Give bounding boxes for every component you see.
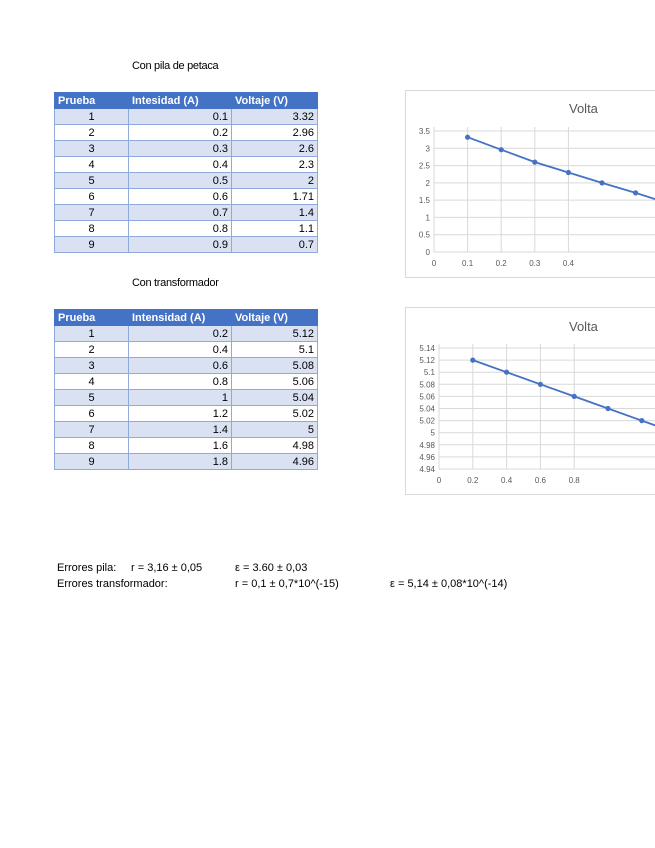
errores-transformador-label: Errores transformador: bbox=[57, 578, 168, 590]
y-tick-label: 5.14 bbox=[419, 344, 435, 353]
errores-pila-e: ε = 3.60 ± 0,03 bbox=[235, 562, 308, 574]
data-point bbox=[499, 147, 504, 152]
data-point bbox=[504, 370, 509, 375]
cell-voltaje: 2.6 bbox=[232, 141, 318, 157]
cell-prueba: 2 bbox=[55, 342, 129, 358]
y-tick-label: 1.5 bbox=[418, 196, 430, 206]
header-voltaje: Voltaje (V) bbox=[232, 310, 318, 326]
y-tick-label: 5.02 bbox=[419, 416, 435, 426]
cell-voltaje: 3.32 bbox=[232, 109, 318, 125]
errores-pila-label: Errores pila: bbox=[57, 562, 117, 574]
y-tick-label: 2.5 bbox=[418, 161, 430, 171]
cell-voltaje: 5.1 bbox=[232, 342, 318, 358]
y-tick-label: 5.06 bbox=[419, 392, 435, 402]
cell-voltaje: 5.02 bbox=[232, 406, 318, 422]
x-tick-label: 0.8 bbox=[568, 476, 580, 485]
y-tick-label: 5.08 bbox=[419, 380, 435, 390]
chart-pila-svg bbox=[406, 91, 655, 277]
section-title-pila: Con pila de petaca bbox=[132, 60, 219, 72]
cell-prueba: 1 bbox=[55, 326, 129, 342]
table-row bbox=[55, 454, 318, 470]
table-row bbox=[55, 109, 318, 125]
cell-prueba: 4 bbox=[55, 157, 129, 173]
x-tick-label: 0.1 bbox=[462, 259, 474, 268]
cell-intensidad: 0.6 bbox=[129, 189, 232, 205]
table-row bbox=[55, 221, 318, 237]
y-tick-label: 5.04 bbox=[419, 404, 435, 414]
table-row bbox=[55, 141, 318, 157]
x-tick-label: 0.2 bbox=[467, 476, 479, 485]
table-row bbox=[55, 173, 318, 189]
y-tick-label: 0.5 bbox=[418, 230, 430, 240]
table-row bbox=[55, 326, 318, 342]
data-point bbox=[633, 190, 638, 195]
y-tick-label: 3.5 bbox=[418, 127, 430, 136]
cell-prueba: 5 bbox=[55, 390, 129, 406]
table-row bbox=[55, 342, 318, 358]
cell-intensidad: 1 bbox=[129, 390, 232, 406]
cell-intensidad: 1.4 bbox=[129, 422, 232, 438]
table-row bbox=[55, 438, 318, 454]
cell-voltaje: 0.7 bbox=[232, 237, 318, 253]
table-header-row bbox=[55, 93, 318, 109]
cell-prueba: 1 bbox=[55, 109, 129, 125]
cell-voltaje: 1.1 bbox=[232, 221, 318, 237]
table-row bbox=[55, 422, 318, 438]
errores-pila-r: r = 3,16 ± 0,05 bbox=[131, 562, 203, 574]
data-point bbox=[532, 160, 537, 165]
data-point bbox=[470, 358, 475, 363]
cell-voltaje: 2.96 bbox=[232, 125, 318, 141]
y-tick-label: 4.98 bbox=[419, 440, 435, 450]
cell-intensidad: 0.8 bbox=[129, 374, 232, 390]
y-tick-label: 1 bbox=[425, 213, 430, 223]
chart-title: Volta bbox=[569, 101, 598, 116]
cell-voltaje: 1.71 bbox=[232, 189, 318, 205]
chart-transformador bbox=[405, 307, 655, 495]
cell-prueba: 6 bbox=[55, 406, 129, 422]
cell-intensidad: 1.6 bbox=[129, 438, 232, 454]
cell-prueba: 7 bbox=[55, 422, 129, 438]
errores-transformador-e: ε = 5,14 ± 0,08*10^(-14) bbox=[390, 578, 508, 590]
x-tick-label: 0 bbox=[436, 476, 442, 485]
x-tick-label: 0.3 bbox=[529, 259, 541, 268]
cell-voltaje: 2.3 bbox=[232, 157, 318, 173]
cell-intensidad: 0.1 bbox=[129, 109, 232, 125]
y-tick-label: 5.1 bbox=[423, 368, 435, 378]
cell-intensidad: 0.4 bbox=[129, 157, 232, 173]
cell-prueba: 8 bbox=[55, 438, 129, 454]
cell-prueba: 4 bbox=[55, 374, 129, 390]
cell-voltaje: 5.12 bbox=[232, 326, 318, 342]
data-point bbox=[572, 394, 577, 399]
table-row bbox=[55, 374, 318, 390]
cell-prueba: 3 bbox=[55, 141, 129, 157]
cell-prueba: 3 bbox=[55, 358, 129, 374]
data-point bbox=[639, 418, 644, 423]
chart-pila bbox=[405, 90, 655, 278]
cell-intensidad: 0.7 bbox=[129, 205, 232, 221]
cell-prueba: 6 bbox=[55, 189, 129, 205]
cell-prueba: 9 bbox=[55, 237, 129, 253]
chart-transformador-svg bbox=[406, 308, 655, 494]
data-point bbox=[605, 406, 610, 411]
data-point bbox=[538, 382, 543, 387]
cell-intensidad: 0.4 bbox=[129, 342, 232, 358]
cell-intensidad: 0.8 bbox=[129, 221, 232, 237]
x-tick-label: 0.6 bbox=[534, 476, 546, 485]
header-intensidad: Intensidad (A) bbox=[129, 310, 232, 326]
cell-voltaje: 5.06 bbox=[232, 374, 318, 390]
y-tick-label: 2 bbox=[425, 178, 430, 188]
cell-intensidad: 0.2 bbox=[129, 326, 232, 342]
section-title-transformador: Con transformador bbox=[132, 277, 219, 289]
cell-intensidad: 0.5 bbox=[129, 173, 232, 189]
cell-intensidad: 0.2 bbox=[129, 125, 232, 141]
table-row bbox=[55, 237, 318, 253]
errores-transformador-r: r = 0,1 ± 0,7*10^(-15) bbox=[235, 578, 339, 590]
table-transformador bbox=[54, 309, 318, 470]
x-tick-label: 0.4 bbox=[501, 476, 513, 485]
table-row bbox=[55, 390, 318, 406]
cell-intensidad: 1.2 bbox=[129, 406, 232, 422]
cell-voltaje: 2 bbox=[232, 173, 318, 189]
data-point bbox=[599, 180, 604, 185]
cell-intensidad: 0.3 bbox=[129, 141, 232, 157]
header-prueba: Prueba bbox=[55, 93, 129, 109]
cell-intensidad: 0.6 bbox=[129, 358, 232, 374]
cell-prueba: 7 bbox=[55, 205, 129, 221]
table-row bbox=[55, 358, 318, 374]
cell-prueba: 9 bbox=[55, 454, 129, 470]
y-tick-label: 4.94 bbox=[419, 465, 435, 474]
table-row bbox=[55, 189, 318, 205]
header-voltaje: Voltaje (V) bbox=[232, 93, 318, 109]
cell-prueba: 8 bbox=[55, 221, 129, 237]
cell-voltaje: 4.98 bbox=[232, 438, 318, 454]
table-row bbox=[55, 205, 318, 221]
table-row bbox=[55, 406, 318, 422]
x-tick-label: 0.2 bbox=[495, 259, 507, 268]
cell-voltaje: 1.4 bbox=[232, 205, 318, 221]
y-tick-label: 4.96 bbox=[419, 452, 435, 462]
x-tick-label: 0 bbox=[431, 259, 437, 268]
data-point bbox=[465, 135, 470, 140]
table-pila bbox=[54, 92, 318, 253]
table-header-row bbox=[55, 310, 318, 326]
x-tick-label: 0.4 bbox=[562, 259, 574, 268]
cell-voltaje: 5.08 bbox=[232, 358, 318, 374]
header-prueba: Prueba bbox=[55, 310, 129, 326]
cell-prueba: 2 bbox=[55, 125, 129, 141]
y-tick-label: 5 bbox=[430, 428, 435, 438]
data-point bbox=[566, 170, 571, 175]
chart-title: Volta bbox=[569, 319, 598, 334]
cell-voltaje: 5.04 bbox=[232, 390, 318, 406]
y-tick-label: 3 bbox=[425, 144, 430, 154]
cell-voltaje: 4.96 bbox=[232, 454, 318, 470]
table-row bbox=[55, 157, 318, 173]
y-tick-label: 5.12 bbox=[419, 356, 435, 366]
cell-intensidad: 0.9 bbox=[129, 237, 232, 253]
y-tick-label: 0 bbox=[425, 248, 430, 257]
cell-voltaje: 5 bbox=[232, 422, 318, 438]
cell-intensidad: 1.8 bbox=[129, 454, 232, 470]
table-row bbox=[55, 125, 318, 141]
cell-prueba: 5 bbox=[55, 173, 129, 189]
header-intensidad: Intesidad (A) bbox=[129, 93, 232, 109]
